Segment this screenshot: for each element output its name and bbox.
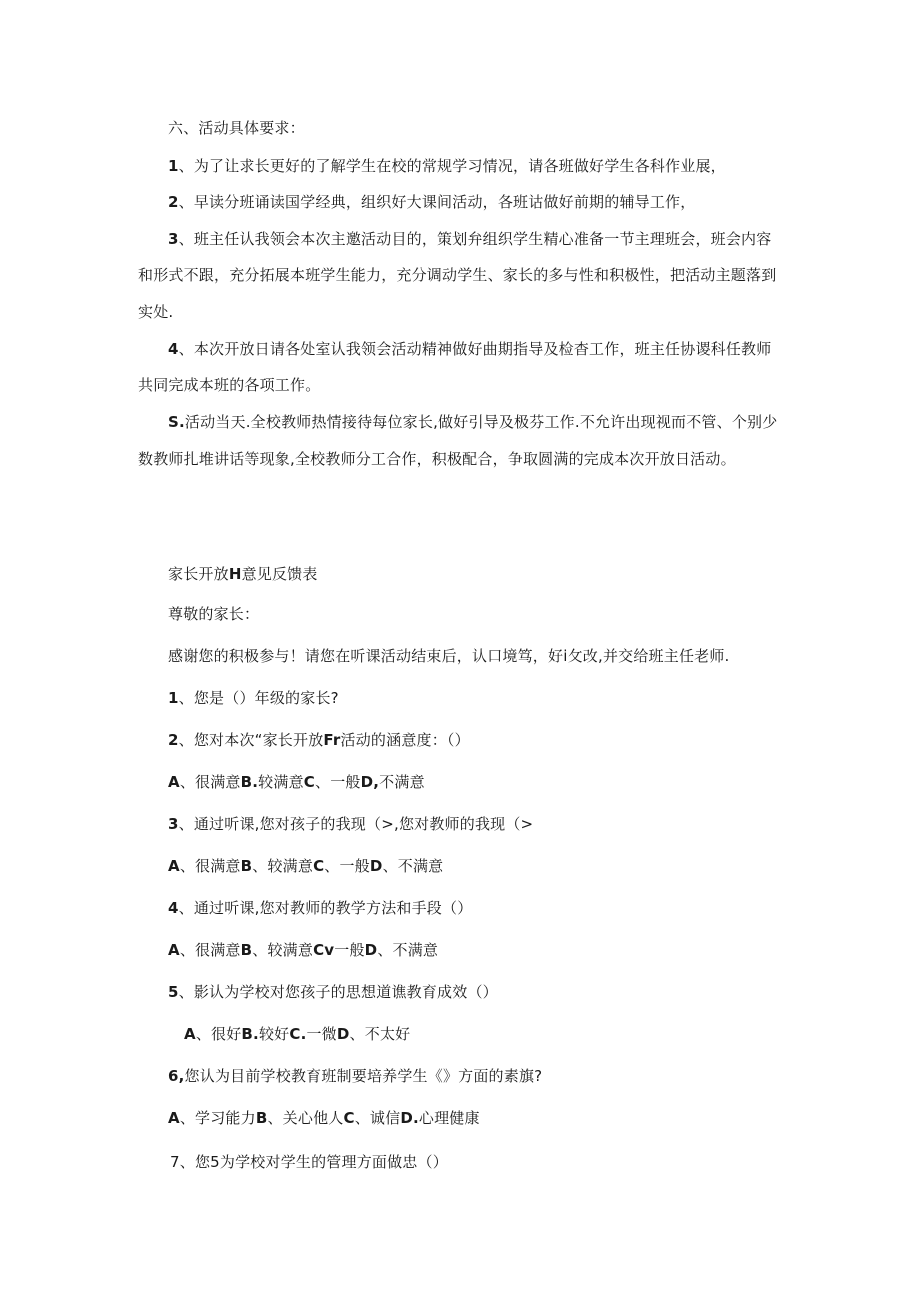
item-number: 1 xyxy=(168,157,179,175)
item-text: 活动当天.全校教师热情接待每位家长,做好引导及极芬工作.不允许出现视而不管、个别少 xyxy=(184,413,778,431)
item-number: 4 xyxy=(168,340,179,358)
item-number: 3 xyxy=(168,230,179,248)
requirement-item-3-cont: 和形式不跟，充分拓展本班学生能力，充分调动学生、家长的多与性和积极性，把活动主题落到 xyxy=(138,266,777,284)
item-number: S. xyxy=(168,413,185,431)
question-6-options: A、学习能力B、关心他人C、诚信D.心理健康 xyxy=(168,1109,480,1127)
requirement-item-1 xyxy=(168,156,726,176)
item-text: 、早读分班诵读国学经典，组织好大课间活动，各班诂做好前期的辅导工作， xyxy=(178,193,696,211)
question-2: 2、您对本次“家长开放Fr活动的涵意度：（） xyxy=(168,731,470,749)
item-text: 、班主任认我领会本次主邀活动目的，策划弁组织学生精心准备一节主理班会，班会内容 xyxy=(178,230,772,248)
question-3: 3、通过听课,您对孩子的我现（>,您对教师的我现（> xyxy=(168,815,534,833)
form-greeting: 尊敬的家长： xyxy=(168,605,260,623)
requirement-item-4 xyxy=(168,339,771,359)
question-6: 6,您认为目前学校教育班制要培养学生《》方面的素旗? xyxy=(168,1067,543,1085)
question-1: 1、您是（）年级的家长? xyxy=(168,689,339,707)
requirement-item-4-cont: 共同完成本班的各项工作。 xyxy=(138,376,321,394)
item-number: 2 xyxy=(168,193,179,211)
requirement-item-5-cont: 数教师扎堆讲话等现象,全校教师分工合作，积极配合，争取圆满的完成本次开放日活动。 xyxy=(138,450,736,468)
requirement-item-3 xyxy=(168,229,771,249)
item-text: 、为了让求长更好的了解学生在校的常规学习情况，请各班做好学生各科作业展， xyxy=(178,157,726,175)
form-intro: 感谢您的积极参与！请您在听课活动结束后，认口境笃，好i攵改,并交给班主任老师. xyxy=(168,647,730,665)
form-title: 家长开放H意见反馈表 xyxy=(168,565,318,583)
section-heading: 六、活动具体要求： xyxy=(168,119,305,137)
question-4-options: A、很满意B、较满意Cv一般D、不满意 xyxy=(168,941,439,959)
requirement-item-5 xyxy=(168,412,777,432)
requirement-item-2 xyxy=(168,192,695,212)
question-5-options: A、很好B.较好C.一微D、不太好 xyxy=(184,1025,411,1043)
question-4: 4、通过听课,您对教师的教学方法和手段（） xyxy=(168,899,473,917)
question-7: 7、您5为学校对学生的管理方面做忠（） xyxy=(170,1153,448,1171)
item-text: 、本次开放日请各处室认我领会活动精神做好曲期指导及检杳工作，班主任协谡科任教师 xyxy=(178,340,772,358)
question-5: 5、影认为学校对您孩子的思想道谯教育成效（） xyxy=(168,983,498,1001)
question-2-options: A、很满意B.较满意C、一般D,不满意 xyxy=(168,773,425,791)
question-3-options: A、很满意B、较满意C、一般D、不满意 xyxy=(168,857,444,875)
requirement-item-3-cont: 实处. xyxy=(138,303,174,321)
